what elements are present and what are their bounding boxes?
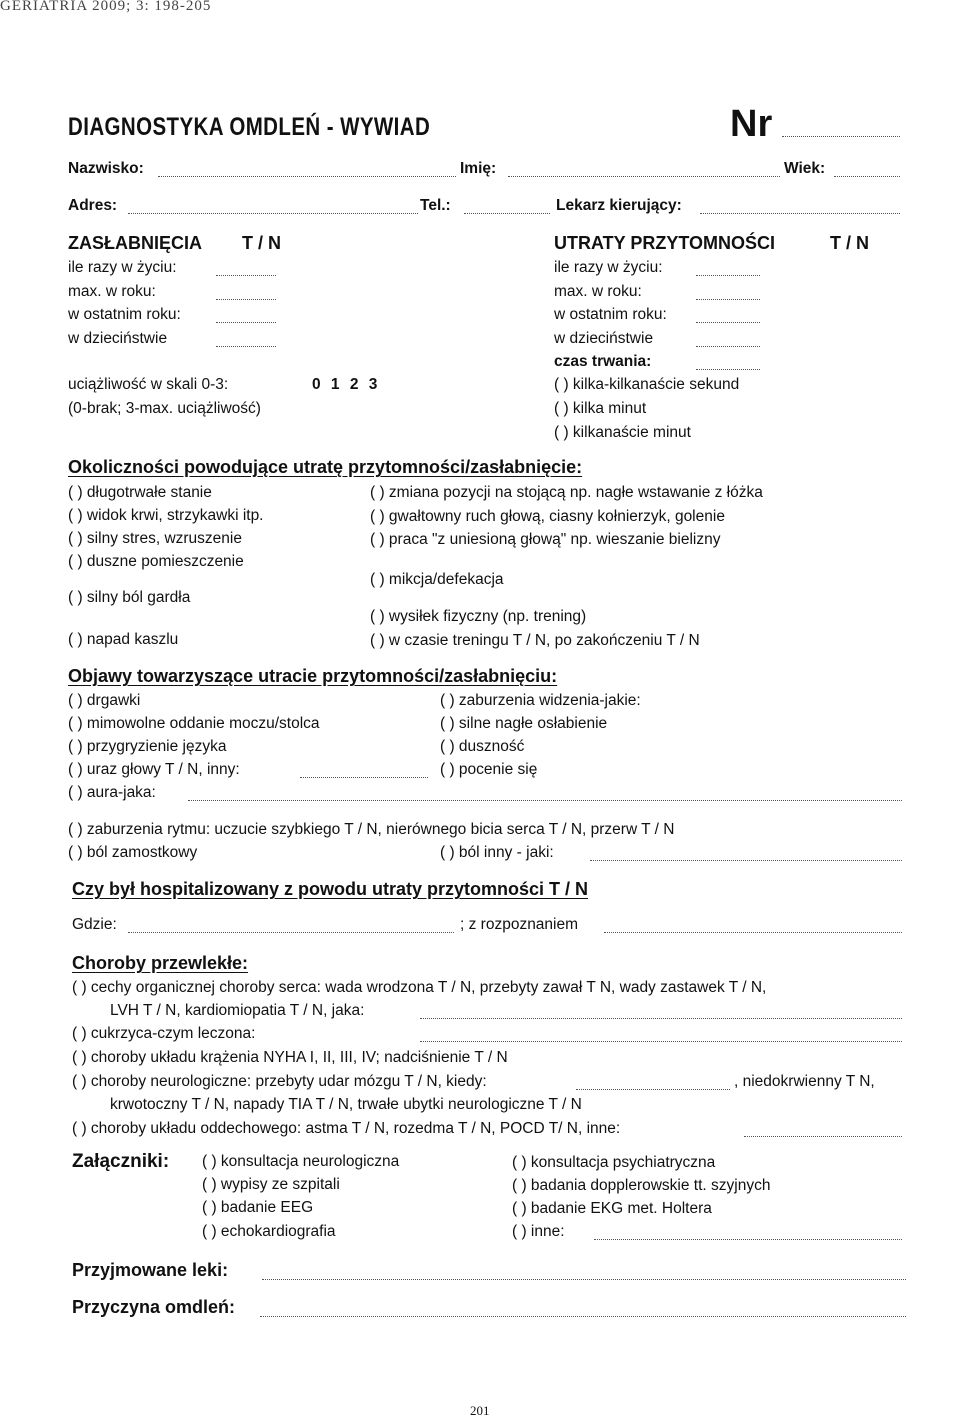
zasl-ile-label: ile razy w życiu: [68, 259, 177, 276]
choroby-krazenia[interactable]: ( ) choroby układu krążenia NYHA I, II, III, IV; nadciśnienie T / N [72, 1049, 508, 1066]
utraty-dziec-field[interactable] [696, 346, 760, 347]
okol-widok-krwi[interactable]: ( ) widok krwi, strzykawki itp. [68, 507, 264, 524]
okol-praca[interactable]: ( ) praca "z uniesioną głową" np. wieszanie bielizny [370, 531, 721, 548]
choroby-udar-kiedy-field[interactable] [576, 1089, 730, 1090]
imie-label: Imię: [460, 160, 497, 177]
objawy-widzenie[interactable]: ( ) zaburzenia widzenia-jakie: [440, 692, 641, 709]
utraty-dziec-label: w dzieciństwie [554, 330, 654, 347]
okol-trening[interactable]: ( ) w czasie treningu T / N, po zakończeniu T / N [370, 632, 700, 649]
zal-inne-field[interactable] [594, 1239, 902, 1240]
zasl-uciaz-label: uciążliwość w skali 0-3: [68, 376, 229, 393]
okol-wysilek[interactable]: ( ) wysiłek fizyczny (np. trening) [370, 608, 587, 625]
okol-zmiana-pozycji[interactable]: ( ) zmiana pozycji na stojącą np. nagłe wstawanie z łóżka [370, 484, 763, 501]
adres-field[interactable] [128, 213, 418, 214]
zasl-tn[interactable]: T / N [242, 233, 281, 253]
objawy-bol-inny[interactable]: ( ) ból inny - jaki: [440, 844, 554, 861]
utraty-ostatni-label: w ostatnim roku: [554, 306, 667, 323]
utraty-ile-label: ile razy w życiu: [554, 259, 663, 276]
objawy-uraz[interactable]: ( ) uraz głowy T / N, inny: [68, 761, 240, 778]
objawy-heading: Objawy towarzyszące utracie przytomności/zasłabnięciu: [68, 666, 558, 686]
wiek-field[interactable] [834, 176, 900, 177]
zasl-ile-field[interactable] [216, 275, 276, 276]
utraty-opt-kilkanascie[interactable]: ( ) kilkanaście minut [554, 424, 691, 441]
journal-header: GERIATRIA 2009; 3: 198-205 [0, 0, 212, 14]
zasl-scale[interactable]: 0 1 2 3 [312, 376, 378, 393]
okol-duszne[interactable]: ( ) duszne pomieszczenie [68, 553, 244, 570]
utraty-ostatni-field[interactable] [696, 322, 760, 323]
utraty-max-field[interactable] [696, 299, 760, 300]
zasl-dziec-field[interactable] [216, 346, 276, 347]
objawy-mocz[interactable]: ( ) mimowolne oddanie moczu/stolca [68, 715, 320, 732]
form-title: DIAGNOSTYKA OMDLEŃ - WYWIAD [68, 113, 431, 141]
utraty-czas-field[interactable] [696, 369, 760, 370]
objawy-rytm[interactable]: ( ) zaburzenia rytmu: uczucie szybkiego T / N, nierównego bicia serca T / N, przerw T / N [68, 821, 675, 838]
zal-doppler[interactable]: ( ) badania dopplerowskie tt. szyjnych [512, 1177, 771, 1194]
utraty-opt-sekund[interactable]: ( ) kilka-kilkanaście sekund [554, 376, 740, 393]
choroby-cukrzyca[interactable]: ( ) cukrzyca-czym leczona: [72, 1025, 256, 1042]
choroby-heading: Choroby przewlekłe: [72, 953, 249, 973]
okol-kaszel[interactable]: ( ) napad kaszlu [68, 631, 179, 648]
zasl-heading: ZASŁABNIĘCIA [68, 233, 202, 253]
utraty-heading: UTRATY PRZYTOMNOŚCI [554, 233, 776, 253]
zal-echo[interactable]: ( ) echokardiografia [202, 1223, 336, 1240]
zasl-max-label: max. w roku: [68, 283, 156, 300]
objawy-aura[interactable]: ( ) aura-jaka: [68, 784, 156, 801]
choroby-oddechowe-field[interactable] [744, 1136, 902, 1137]
okol-ruch-glowa[interactable]: ( ) gwałtowny ruch głową, ciasny kołnierzyk, golenie [370, 508, 725, 525]
zal-psych[interactable]: ( ) konsultacja psychiatryczna [512, 1154, 716, 1171]
objawy-drgawki[interactable]: ( ) drgawki [68, 692, 141, 709]
wiek-label: Wiek: [784, 160, 826, 177]
lekarz-field[interactable] [700, 213, 900, 214]
zal-wypisy[interactable]: ( ) wypisy ze szpitali [202, 1176, 340, 1193]
objawy-bol-zamostkowy[interactable]: ( ) ból zamostkowy [68, 844, 198, 861]
choroby-neuro[interactable]: ( ) choroby neurologiczne: przebyty udar mózgu T / N, kiedy: [72, 1073, 487, 1090]
utraty-ile-field[interactable] [696, 275, 760, 276]
zal-heading: Załączniki: [72, 1151, 170, 1172]
leki-label: Przyjmowane leki: [72, 1260, 229, 1280]
okol-heading: Okoliczności powodujące utratę przytomności/zasłabnięcie: [68, 457, 583, 477]
nr-field[interactable] [782, 136, 900, 137]
objawy-aura-field[interactable] [188, 800, 902, 801]
objawy-pocenie[interactable]: ( ) pocenie się [440, 761, 538, 778]
choroby-neuro-cd[interactable]: krwotoczny T / N, napady TIA T / N, trwałe ubytki neurologiczne T / N [110, 1096, 582, 1113]
hosp-gdzie-field[interactable] [128, 932, 454, 933]
choroby-serca[interactable]: ( ) cechy organicznej choroby serca: wada wrodzona T / N, przebyty zawał T N, wady zastawek T / N, [72, 979, 767, 996]
tel-field[interactable] [464, 213, 550, 214]
okol-bol-gardla[interactable]: ( ) silny ból gardła [68, 589, 191, 606]
utraty-opt-minut[interactable]: ( ) kilka minut [554, 400, 647, 417]
choroby-oddechowe[interactable]: ( ) choroby układu oddechowego: astma T / N, rozedma T / N, POCD T/ N, inne: [72, 1120, 621, 1137]
zal-eeg[interactable]: ( ) badanie EEG [202, 1199, 314, 1216]
page-number: 201 [470, 1403, 490, 1418]
zal-neuro[interactable]: ( ) konsultacja neurologiczna [202, 1153, 400, 1170]
zasl-ostatni-field[interactable] [216, 322, 276, 323]
przyczyna-label: Przyczyna omdleń: [72, 1297, 236, 1317]
zasl-dziec-label: w dzieciństwie [68, 330, 168, 347]
lekarz-label: Lekarz kierujący: [556, 197, 682, 214]
hosp-heading: Czy był hospitalizowany z powodu utraty przytomności T / N [72, 879, 589, 899]
zasl-uciaz-note: (0-brak; 3-max. uciążliwość) [68, 400, 261, 417]
hosp-gdzie-label: Gdzie: [72, 916, 117, 933]
adres-label: Adres: [68, 197, 118, 214]
utraty-czas-label: czas trwania: [554, 353, 652, 370]
zasl-max-field[interactable] [216, 299, 276, 300]
zasl-ostatni-label: w ostatnim roku: [68, 306, 181, 323]
utraty-max-label: max. w roku: [554, 283, 642, 300]
utraty-tn[interactable]: T / N [830, 233, 869, 253]
objawy-uraz-field[interactable] [300, 777, 428, 778]
zal-holter[interactable]: ( ) badanie EKG met. Holtera [512, 1200, 712, 1217]
okol-mikcja[interactable]: ( ) mikcja/defekacja [370, 571, 504, 588]
objawy-oslabienie[interactable]: ( ) silne nagłe osłabienie [440, 715, 608, 732]
hosp-rozp-label: ; z rozpoznaniem [460, 916, 579, 933]
nazwisko-field[interactable] [158, 176, 456, 177]
tel-label: Tel.: [420, 197, 451, 214]
imie-field[interactable] [508, 176, 780, 177]
okol-dlugotrwale[interactable]: ( ) długotrwałe stanie [68, 484, 212, 501]
objawy-dusznosc[interactable]: ( ) duszność [440, 738, 525, 755]
leki-field[interactable] [262, 1279, 906, 1280]
choroby-serca-cd[interactable]: LVH T / N, kardiomiopatia T / N, jaka: [110, 1002, 365, 1019]
choroby-kardio-field[interactable] [420, 1018, 902, 1019]
przyczyna-field[interactable] [260, 1316, 906, 1317]
objawy-bol-inny-field[interactable] [590, 860, 902, 861]
choroby-cukrzyca-field[interactable] [420, 1041, 902, 1042]
nazwisko-label: Nazwisko: [68, 160, 144, 177]
okol-stres[interactable]: ( ) silny stres, wzruszenie [68, 530, 242, 547]
zal-inne[interactable]: ( ) inne: [512, 1223, 565, 1240]
hosp-rozp-field[interactable] [604, 932, 902, 933]
choroby-neuro-niedokrwienny[interactable]: , niedokrwienny T N, [734, 1073, 875, 1090]
nr-label: Nr [730, 103, 773, 145]
objawy-jezyk[interactable]: ( ) przygryzienie języka [68, 738, 227, 755]
